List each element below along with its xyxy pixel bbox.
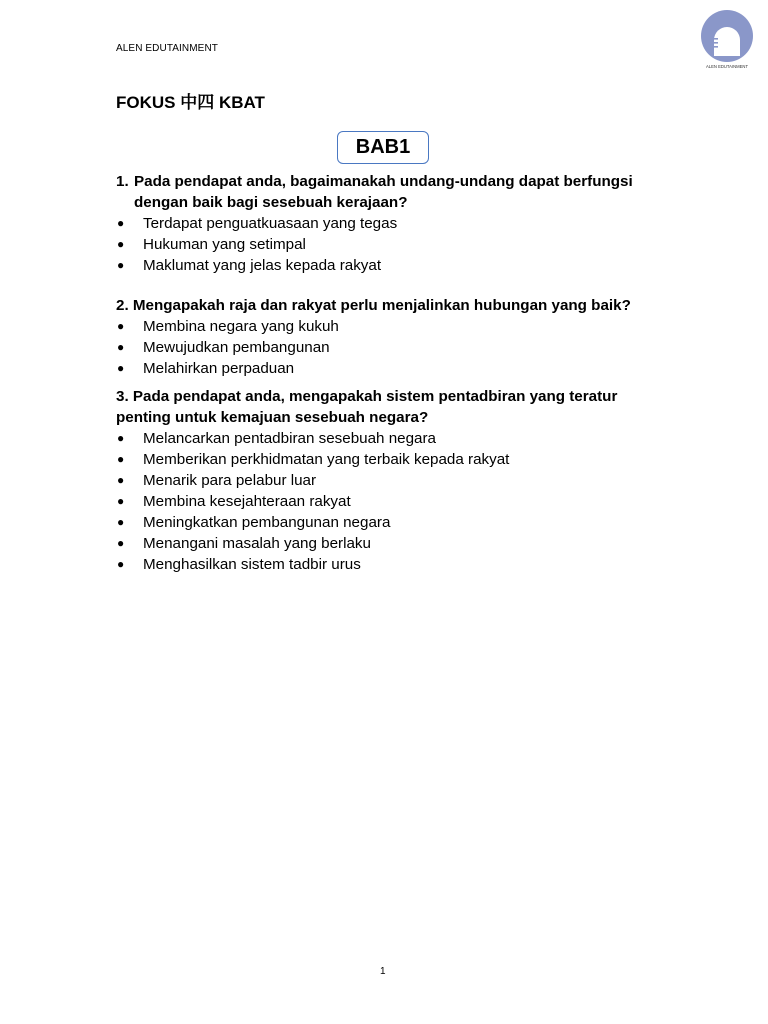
question-2-number: 2. — [116, 297, 129, 314]
question-3-number: 3. — [116, 388, 129, 405]
answer-text: Menarik para pelabur luar — [143, 472, 317, 489]
answer-text: Mewujudkan pembangunan — [143, 339, 330, 356]
answer-text: Maklumat yang jelas kepada rakyat — [143, 257, 382, 274]
bullet-icon: ● — [117, 319, 125, 333]
answer-list-1 — [116, 213, 716, 276]
brand-logo — [696, 10, 758, 72]
question-1-number: 1. — [116, 173, 129, 190]
brand-logo-icon — [696, 10, 758, 72]
list-item — [116, 554, 716, 575]
answer-list-3 — [116, 428, 716, 575]
answer-text: Meningkatkan pembangunan negara — [143, 514, 391, 531]
answer-text: Hukuman yang setimpal — [143, 236, 306, 253]
bullet-icon: ● — [117, 452, 125, 466]
bullet-icon: ● — [117, 557, 125, 571]
list-item — [116, 255, 716, 276]
bullet-icon: ● — [117, 216, 125, 230]
question-list — [116, 171, 716, 575]
answer-text: Menangani masalah yang berlaku — [143, 535, 371, 552]
bullet-icon: ● — [117, 494, 125, 508]
answer-text: Membina negara yang kukuh — [143, 318, 339, 335]
answer-text: Menghasilkan sistem tadbir urus — [143, 556, 361, 573]
bullet-icon: ● — [117, 258, 125, 272]
question-1 — [116, 171, 716, 213]
question-2-text: Mengapakah raja dan rakyat perlu menjalinkan hubungan yang baik? — [132, 297, 631, 314]
logo-caption: ALEN EDUTAINMENT — [705, 64, 749, 69]
chapter-label: BAB1 — [337, 131, 429, 164]
list-item — [116, 213, 716, 234]
question-3-line1: Pada pendapat anda, mengapakah sistem pentadbiran yang teratur — [132, 388, 618, 405]
bullet-icon: ● — [117, 361, 125, 375]
header-brand: ALEN EDUTAINMENT — [116, 43, 218, 54]
bullet-icon: ● — [117, 237, 125, 251]
answer-text: Terdapat penguatkuasaan yang tegas — [143, 215, 398, 232]
answer-list-2 — [116, 316, 716, 379]
list-item — [116, 533, 716, 554]
answer-text: Melancarkan pentadbiran sesebuah negara — [143, 430, 436, 447]
question-3 — [116, 386, 716, 428]
list-item — [116, 449, 716, 470]
answer-text: Membina kesejahteraan rakyat — [143, 493, 351, 510]
bullet-icon: ● — [117, 515, 125, 529]
bullet-icon: ● — [117, 340, 125, 354]
question-2 — [116, 295, 716, 316]
answer-text: Melahirkan perpaduan — [143, 360, 295, 377]
page-number: 1 — [380, 966, 386, 977]
question-1-line1: Pada pendapat anda, bagaimanakah undang-undang dapat berfungsi — [134, 173, 633, 190]
question-1-line2: dengan baik bagi sesebuah kerajaan? — [134, 194, 408, 211]
page-title: FOKUS 中四 KBAT — [116, 93, 265, 112]
list-item — [116, 428, 716, 449]
list-item — [116, 470, 716, 491]
question-3-line2: penting untuk kemajuan sesebuah negara? — [116, 409, 429, 426]
question-1-text — [134, 171, 633, 213]
list-item — [116, 491, 716, 512]
list-item — [116, 337, 716, 358]
bullet-icon: ● — [117, 536, 125, 550]
answer-text: Memberikan perkhidmatan yang terbaik kepada rakyat — [143, 451, 510, 468]
list-item — [116, 316, 716, 337]
bullet-icon: ● — [117, 431, 125, 445]
list-item — [116, 358, 716, 379]
bullet-icon: ● — [117, 473, 125, 487]
list-item — [116, 234, 716, 255]
list-item — [116, 512, 716, 533]
